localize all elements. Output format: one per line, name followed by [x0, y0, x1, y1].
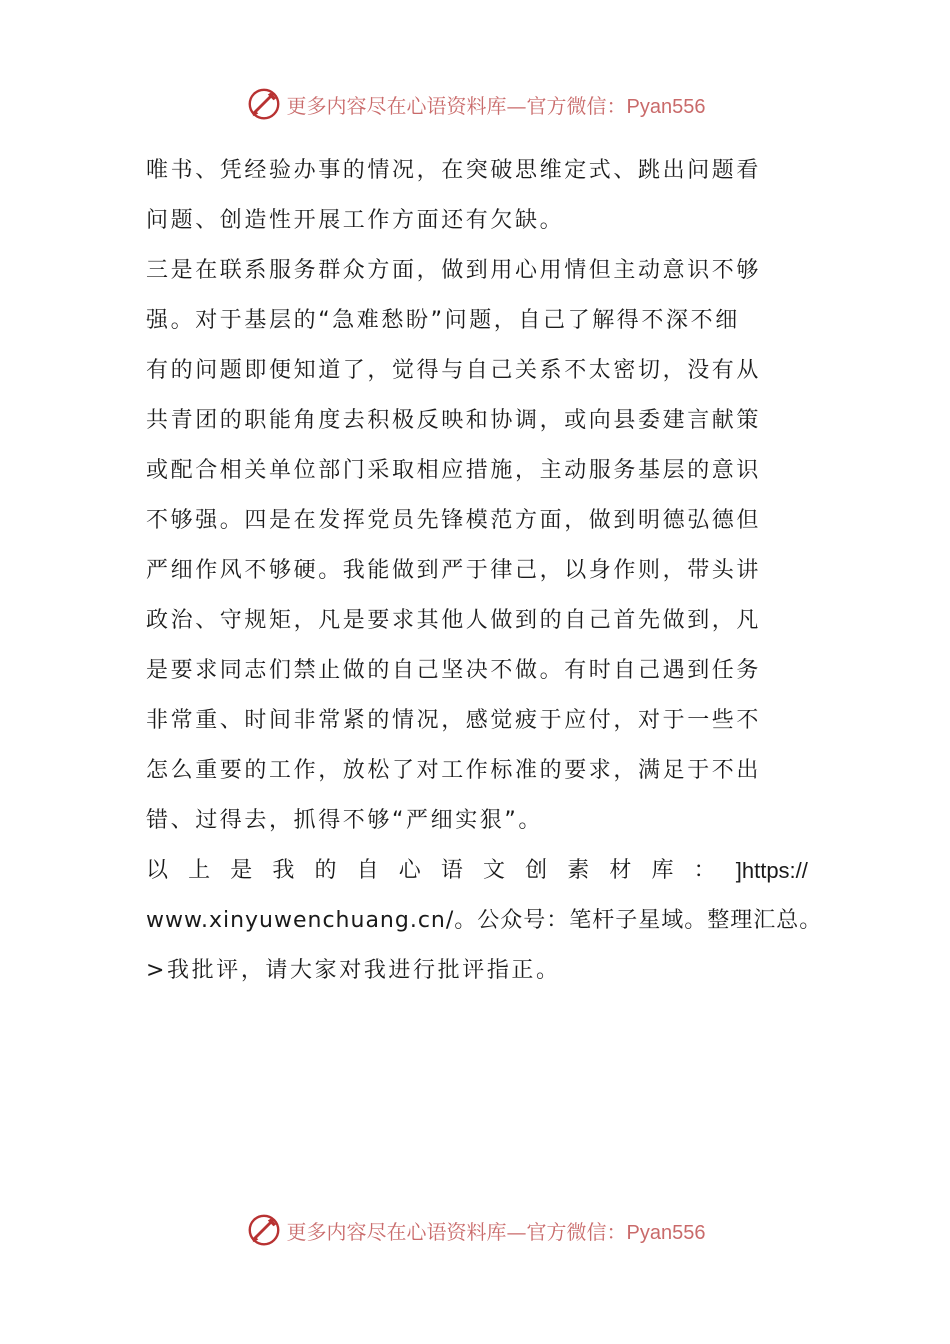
- header-banner: [0, 82, 950, 126]
- source-char: 创: [525, 858, 548, 883]
- source-char: 库: [651, 858, 674, 883]
- body-line: 严细作风不够硬。我能做到严于律己，以身作则，带头讲: [146, 558, 762, 583]
- source-char: 自: [356, 858, 379, 883]
- source-char: 是: [230, 858, 253, 883]
- body-line: 共青团的职能角度去积极反映和协调，或向县委建言献策: [146, 408, 762, 433]
- body-line: 问题、创造性开展工作方面还有欠缺。: [146, 208, 565, 233]
- footer-line-url: www.xinyuwenchuang.cn/。公众号：笔杆子星域。整理汇总。: [146, 908, 823, 933]
- body-line: 有的问题即便知道了，觉得与自己关系不太密切，没有从: [146, 358, 762, 383]
- source-char: 文: [483, 858, 506, 883]
- body-line: 不够强。四是在发挥党员先锋模范方面，做到明德弘德但: [146, 508, 762, 533]
- source-char: 以: [146, 858, 169, 883]
- banner-wechat-id: Pyan556: [626, 1221, 706, 1244]
- source-char: 材: [609, 858, 632, 883]
- pen-circle-logo-icon: [245, 1211, 283, 1249]
- banner-text: 更多内容尽在心语资料库—官方微信：Pyan556: [286, 93, 706, 118]
- body-line: 错、过得去，抓得不够“严细实狠”。: [146, 808, 543, 833]
- source-char: 素: [567, 858, 590, 883]
- body-line: 强。对于基层的“急难愁盼”问题，自己了解得不深不细: [146, 308, 740, 333]
- document-body: [146, 146, 823, 996]
- body-line: 唯书、凭经验办事的情况，在突破思维定式、跳出问题看: [146, 158, 762, 183]
- source-char: ：: [693, 858, 716, 883]
- source-char: 心: [398, 858, 421, 883]
- body-line: 是要求同志们禁止做的自己坚决不做。有时自己遇到任务: [146, 658, 762, 683]
- body-line: 或配合相关单位部门采取相应措施，主动服务基层的意识: [146, 458, 762, 483]
- source-url-prefix: ]https://: [735, 858, 808, 883]
- body-line: 三是在联系服务群众方面，做到用心用情但主动意识不够: [146, 258, 762, 283]
- body-line: 怎么重要的工作，放松了对工作标准的要求，满足于不出: [146, 758, 762, 783]
- body-line: 非常重、时间非常紧的情况，感觉疲于应付，对于一些不: [146, 708, 762, 733]
- footer-line-closing: >我批评，请大家对我进行批评指正。: [146, 958, 561, 983]
- footer-banner: [0, 1208, 950, 1252]
- body-line: 政治、守规矩，凡是要求其他人做到的自己首先做到，凡: [146, 608, 762, 633]
- pen-circle-logo-icon: [245, 85, 283, 123]
- footer-line-source: [146, 846, 808, 896]
- source-char: 的: [314, 858, 337, 883]
- source-char: 我: [272, 858, 295, 883]
- source-char: 语: [440, 858, 463, 883]
- banner-text: 更多内容尽在心语资料库—官方微信：Pyan556: [286, 1219, 706, 1244]
- source-char: 上: [188, 858, 211, 883]
- banner-wechat-id: Pyan556: [626, 95, 706, 118]
